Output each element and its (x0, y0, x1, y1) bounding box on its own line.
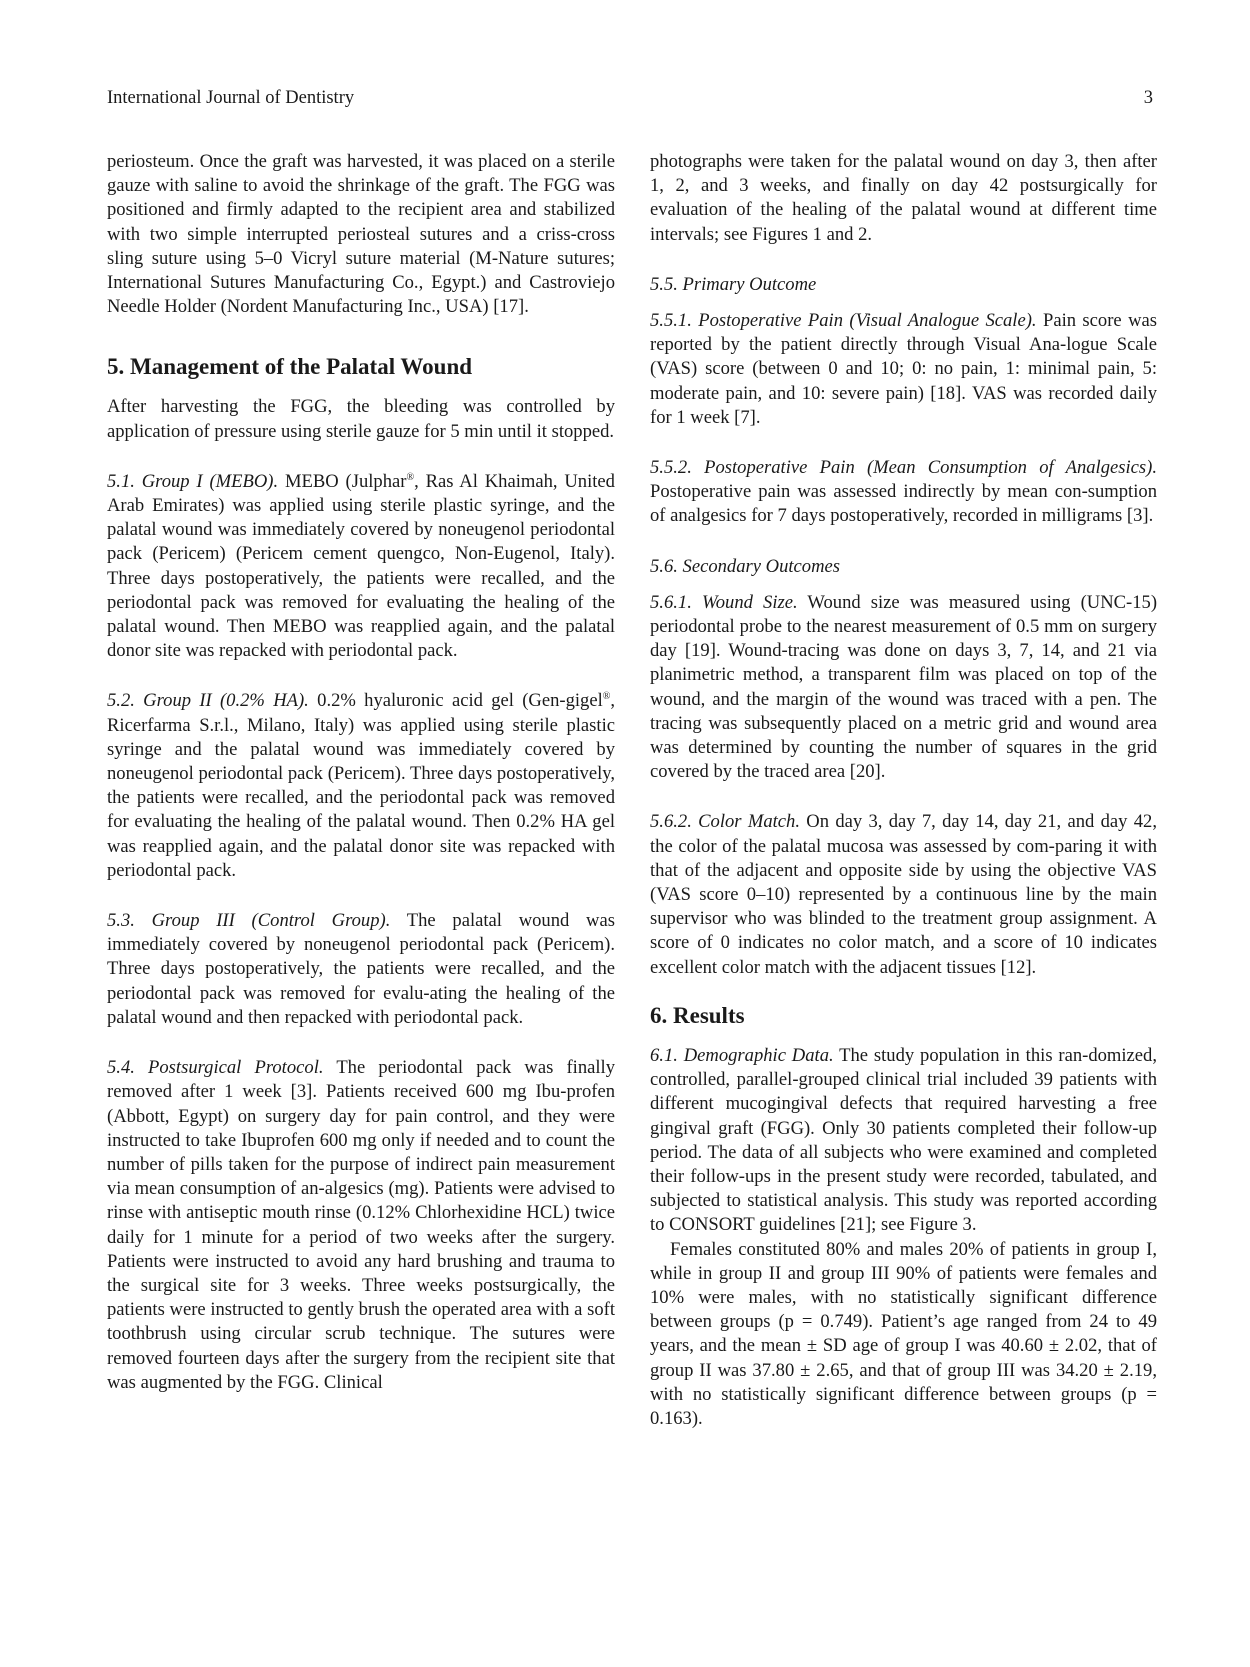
paragraph-wound-size (650, 591, 1157, 785)
group-2-text-a: 0.2% hyaluronic acid gel (Gen-gigel (317, 690, 603, 712)
subsection-heading-group-3: 5.3. Group III (Control Group). (107, 910, 391, 932)
group-2-text-b: , Ricerfarma S.r.l., Milano, Italy) was applied using sterile plastic syringe and the palatal wound was immediately covered by noneugenol periodontal pack (Pericem). Three days postoperatively, the patients were recalled, and the periodontal pack was removed for evaluating the healing of the palatal wound. Then 0.2% HA gel was reapplied again, and the palatal donor site was repacked with periodontal pack. (107, 690, 616, 881)
section-heading-results: 6. Results (650, 1002, 745, 1028)
subsection-heading-group-1: 5.1. Group I (MEBO). (107, 470, 279, 492)
subsection-heading-group-2: 5.2. Group II (0.2% HA). (107, 690, 309, 712)
group-3-text: The palatal wound was immediately covered by noneugenol periodontal pack (Pericem). Three days postoperatively, the patients were recalled, and the periodontal pack was removed for evalu-ating the healing of the palatal wound and then repacked with periodontal pack. (107, 910, 615, 1028)
subsection-heading-analgesics: 5.5.2. Postoperative Pain (Mean Consumption of Analgesics). (650, 457, 1157, 479)
right-column (650, 150, 1157, 1431)
demographic-text: The study population in this ran-domized, controlled, parallel-grouped clinical trial included 39 patients with different mucogingival defects that required harvesting a free gingival graft (FGG). Only 30 patients completed their follow-up period. The data of all subjects who were examined and completed their follow-ups in the present study were recorded, tabulated, and subjected to statistical analysis. This study was reported according to CONSORT guidelines [21]; see Figure 3. (650, 1044, 1157, 1236)
page-number: 3 (1143, 88, 1153, 108)
group-1-text-a: MEBO (Julphar (284, 470, 407, 492)
paragraph-vas-pain (650, 309, 1157, 430)
subsection-heading-secondary-outcomes: 5.6. Secondary Outcomes (650, 555, 841, 577)
group-1-text-b: , Ras Al Khaimah, United Arab Emirates) was applied using sterile plastic syringe, and the palatal wound was immediately covered by noneugenol periodontal pack (Pericem) (Pericem cement quengco, Non-Eugenol, Italy). Three days postoperatively, the patients were recalled, and the periodontal pack was removed for evaluating the healing of the palatal wound. Then MEBO was reapplied again, and the palatal donor site was repacked with periodontal pack. (107, 470, 615, 662)
journal-title: International Journal of Dentistry (107, 88, 355, 108)
paragraph-sex-age-distribution: Females constituted 80% and males 20% of patients in group I, while in group II and group III 90% of patients were females and 10% were males, with no statistically significant difference between groups (p = 0.749). Patient’s age ranged from 24 to 49 years, and the mean ± SD age of group I was 40.60 ± 2.02, that of group II was 37.80 ± 2.65, and that of group III was 34.20 ± 2.19, with no statistically significant difference between groups (p = 0.163). (650, 1238, 1157, 1429)
subsection-heading-primary-outcome: 5.5. Primary Outcome (650, 273, 817, 295)
paragraph-analgesics (650, 456, 1157, 529)
subsection-heading-color-match: 5.6.2. Color Match. (650, 811, 800, 833)
paragraph-postsurgical-protocol (107, 1056, 615, 1395)
vas-text: Pain score was reported by the patient directly through Visual Ana-logue Scale (VAS) score (between 0 and 10; 0: no pain, 1: minimal pain, 5: moderate pain, and 10: severe pain) [18]. VAS was recorded daily for 1 week [7]. (650, 310, 1157, 428)
analgesics-text: Postoperative pain was assessed indirectly by mean con-sumption of analgesics for 7 days postoperatively, recorded in milligrams [3]. (650, 481, 1157, 527)
paragraph-bleeding-control: After harvesting the FGG, the bleeding was controlled by application of pressure using sterile gauze for 5 min until it stopped. (107, 396, 615, 442)
wound-size-text: Wound size was measured using (UNC-15) periodontal probe to the nearest measurement of 0.5 mm on surgery day [19]. Wound-tracing was done on days 3, 7, 14, and 21 via planimetric method, a transparent film was placed on top of the wound, and the margin of the wound was traced with a pen. The tracing was subsequently placed on a metric grid and wound area was determined by counting the number of squares in the grid covered by the traced area [20]. (650, 591, 1158, 783)
registered-mark: ® (406, 471, 415, 483)
section-heading-palatal-wound: 5. Management of the Palatal Wound (107, 354, 473, 380)
postsurgical-text: The periodontal pack was finally removed after 1 week [3]. Patients received 600 mg Ibu-profen (Abbott, Egypt) on surgery day for pain control, and they were instructed to take Ibuprofen 600 mg only if needed and to count the number of pills taken for the purpose of indirect pain measurement via mean consumption of an-algesics (mg). Patients were advised to rinse with antiseptic mouth rinse (0.12% Chlorhexidine HCL) twice daily for 1 minute for a period of two weeks after the surgery. Patients were instructed to avoid any hard brushing and trauma to the surgical site for 3 weeks. Three weeks postsurgically, the patients were instructed to gently brush the operated area with a soft toothbrush using circular scrub technique. The sutures were removed fourteen days after the surgery from the recipient site that was augmented by the FGG. Clinical (107, 1057, 616, 1393)
paragraph-demographic-data (650, 1044, 1157, 1238)
subsection-heading-demographic: 6.1. Demographic Data. (650, 1044, 834, 1066)
paragraph-clinical-photographs: photographs were taken for the palatal wound on day 3, then after 1, 2, and 3 weeks, and finally on day 42 postsurgically for evaluation of the healing of the palatal wound at different time intervals; see Figures 1 and 2. (650, 151, 1157, 245)
paragraph-group-2 (107, 689, 615, 883)
paragraph-graft-placement: periosteum. Once the graft was harvested, it was placed on a sterile gauze with saline to avoid the shrinkage of the graft. The FGG was positioned and firmly adapted to the recipient area and stabilized with two simple interrupted periosteal sutures and a criss-cross sling suture using 5–0 Vicryl suture material (M-Nature sutures; International Sutures Manufacturing Co., Egypt.) and Castroviejo Needle Holder (Nordent Manufacturing Inc., USA) [17]. (107, 151, 615, 318)
paragraph-color-match (650, 810, 1157, 979)
color-match-text: On day 3, day 7, day 14, day 21, and day 42, the color of the palatal mucosa was assessed by com-paring it with that of the adjacent and opposite side by using the objective VAS (VAS score 0–10) represented by a continuous line by the main supervisor who was blinded to the treatment group assignment. A score of 0 indicates no color match, and a score of 10 indicates excellent color match with the adjacent tissues [12]. (650, 811, 1157, 978)
running-header (107, 88, 1153, 118)
subsection-heading-wound-size: 5.6.1. Wound Size. (650, 591, 798, 613)
subsection-heading-postsurgical: 5.4. Postsurgical Protocol. (107, 1057, 324, 1079)
paragraph-group-3 (107, 909, 615, 1030)
left-column (107, 150, 615, 1395)
paragraph-group-1 (107, 470, 615, 664)
subsection-heading-vas: 5.5.1. Postoperative Pain (Visual Analogue Scale). (650, 310, 1037, 332)
registered-mark: ® (602, 691, 611, 703)
